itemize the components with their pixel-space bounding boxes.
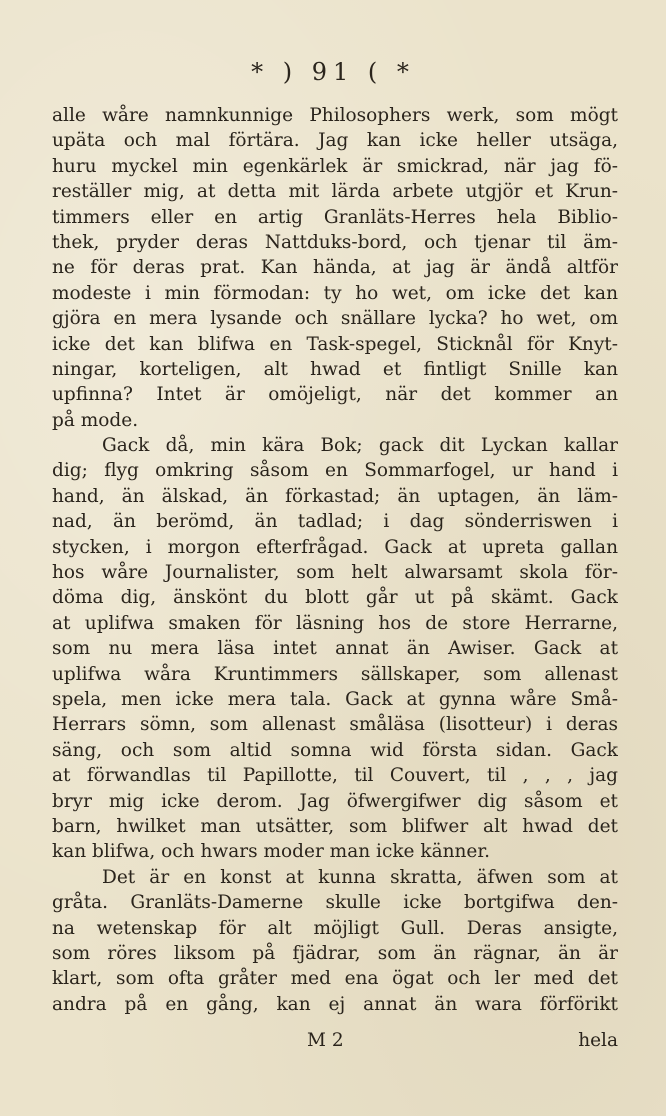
text-line: hos wåre Journalister, som helt alwarsamt skola för- [52,562,618,584]
text-line: nad, än berömd, än tadlad; i dag sönderriswen i [52,511,618,533]
text-line: Gack då, min kära Bok; gack dit Lyckan kallar [102,435,618,457]
text-line: gråta. Granläts-Damerne skulle icke bortgifwa den- [52,892,618,914]
text-line: på mode. [52,409,139,431]
text-line: timmers eller en artig Granläts-Herres hela Biblio- [52,206,618,228]
text-line: stycken, i morgon efterfrågad. Gack at upreta gallan [52,536,618,558]
text-line: bryr mig icke derom. Jag öfwergifwer dig såsom et [52,790,618,812]
text-line: modeste i min förmodan: ty ho wet, om icke det kan [52,282,618,304]
text-line: upfinna? Intet är omöjeligt, när det kommer an [52,384,618,406]
signature-mark: M 2 [307,1030,344,1051]
text-line: som röres liksom på fjädrar, som än rägnar, än är [52,942,618,964]
text-line: kan blifwa, och hwars moder man icke känner. [52,841,491,863]
text-line: at uplifwa smaken för läsning hos de store Herrarne, [52,612,618,634]
text-line: andra på en gång, kan ej annat än wara förförikt [52,993,618,1015]
text-line: som nu mera läsa intet annat än Awiser. Gack at [52,638,618,660]
text-line: döma dig, änskönt du blott går ut på skämt. Gack [52,587,618,609]
text-line: reställer mig, at detta mit lärda arbete utgjör et Krun- [52,181,618,203]
text-line: na wetenskap för alt möjligt Gull. Deras ansigte, [52,917,618,939]
text-line: Herrars sömn, som allenast småläsa (lisotteur) i deras [52,714,618,736]
text-line: ne för deras prat. Kan hända, at jag är ändå altför [52,257,618,279]
text-line: icke det kan blifwa en Task-spegel, Sticknål för Knyt- [52,333,618,355]
text-line: barn, hwilket man utsätter, som blifwer alt hwad det [52,815,618,837]
text-line: säng, och som altid somna wid första sidan. Gack [52,739,618,761]
text-line: uplifwa wåra Kruntimmers sällskaper, som allenast [52,663,618,685]
text-line: alle wåre namnkunnige Philosophers werk, som mögt [52,105,618,126]
text-line: hand, än älskad, än förkastad; än uptagen, än läm- [52,485,618,507]
text-line: spela, men icke mera tala. Gack at gynna wåre Små- [52,688,618,710]
text-line: thek, pryder deras Nattduks-bord, och tjenar til äm- [52,231,618,253]
text-line: dig; flyg omkring såsom en Sommarfogel, ur hand i [52,460,618,482]
text-line: gjöra en mera lysande och snällare lycka? ho wet, om [52,308,618,330]
text-line: upäta och mal förtära. Jag kan icke heller utsäga, [52,130,618,152]
body-text [52,103,618,1017]
text-line: klart, som ofta gråter med ena ögat och ler med det [52,968,618,990]
text-line: huru myckel min egenkärlek är smickrad, när jag fö- [52,155,618,177]
text-line: at förwandlas til Papillotte, til Couvert, til , , , jag [52,765,618,787]
catchword: hela [578,1030,618,1051]
text-line: Det är en konst at kunna skratta, äfwen som at [102,866,618,888]
page-footer [52,1030,618,1056]
text-line: ningar, korteligen, alt hwad et fintligt Snille kan [52,358,618,380]
page-header: * ) 91 ( * [251,58,415,86]
